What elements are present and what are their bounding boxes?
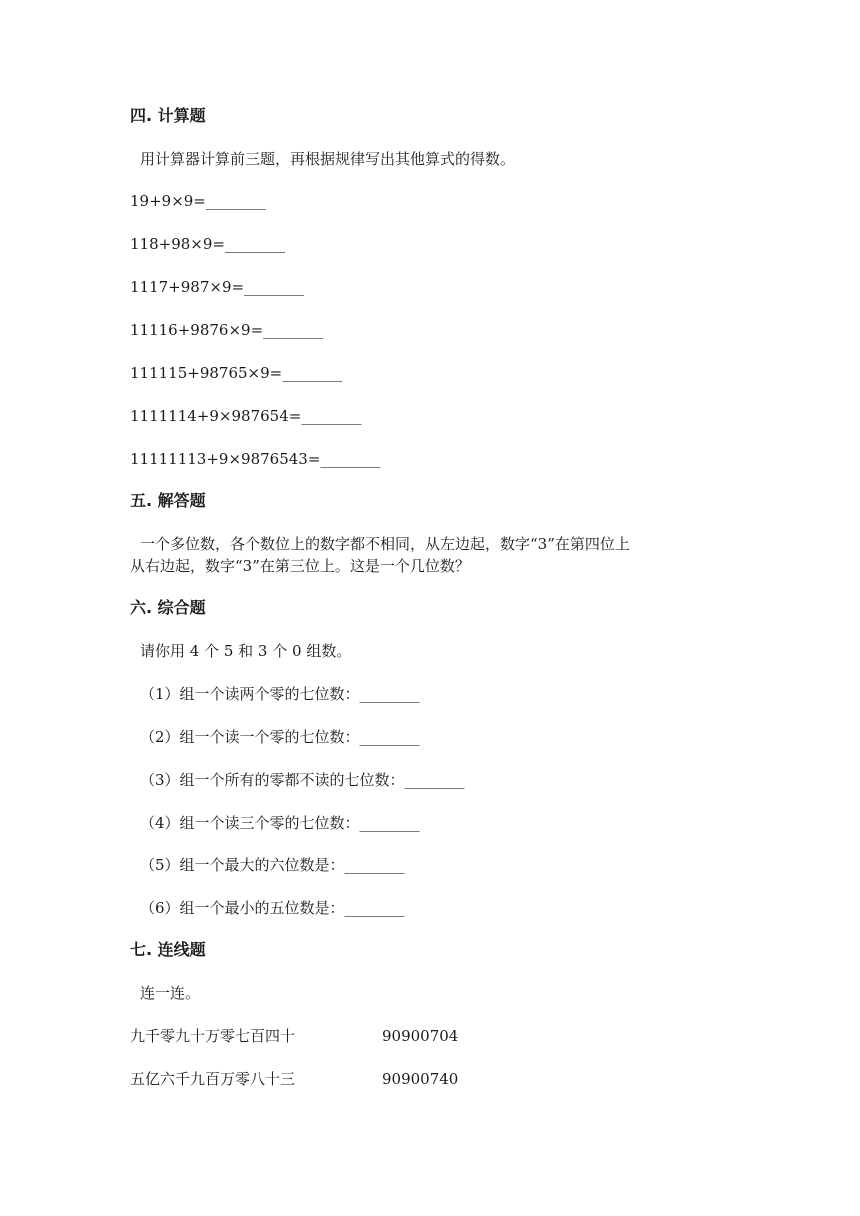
calc-item-5: 111115+98765×9=________ [130,364,343,382]
section-4-heading: 四. 计算题 [130,106,206,125]
combo-item-6: （6）组一个最小的五位数是：________ [140,899,405,917]
match-right-2: 90900740 [382,1070,459,1088]
section-7-instruction: 连一连。 [140,984,201,1002]
combo-item-3: （3）组一个所有的零都不读的七位数：________ [140,771,465,789]
section-5-heading: 五. 解答题 [130,491,206,510]
combo-item-5: （5）组一个最大的六位数是：________ [140,856,405,874]
calc-item-4: 11116+9876×9=________ [130,321,324,339]
section-7-heading: 七. 连线题 [130,940,206,959]
calc-item-1: 19+9×9=________ [130,192,266,210]
match-right-1: 90900704 [382,1027,459,1045]
match-left-2: 五亿六千九百万零八十三 [130,1070,296,1088]
calc-item-7: 11111113+9×9876543=________ [130,450,381,468]
section-6-heading: 六. 综合题 [130,598,206,617]
combo-item-2: （2）组一个读一个零的七位数：________ [140,728,420,746]
section-6-instruction: 请你用 4 个 5 和 3 个 0 组数。 [140,642,352,660]
calc-item-6: 1111114+9×987654=________ [130,407,362,425]
section-5-text-line-1: 一个多位数，各个数位上的数字都不相同，从左边起，数字“3”在第四位上 [140,535,630,553]
calc-item-2: 118+98×9=________ [130,235,285,253]
combo-item-1: （1）组一个读两个零的七位数：________ [140,685,420,703]
section-5-text-line-2: 从右边起，数字“3”在第三位上。这是一个几位数？ [130,557,470,575]
combo-item-4: （4）组一个读三个零的七位数：________ [140,814,420,832]
calc-item-3: 1117+987×9=________ [130,278,305,296]
section-4-instruction: 用计算器计算前三题，再根据规律写出其他算式的得数。 [140,150,516,168]
match-left-1: 九千零九十万零七百四十 [130,1027,296,1045]
